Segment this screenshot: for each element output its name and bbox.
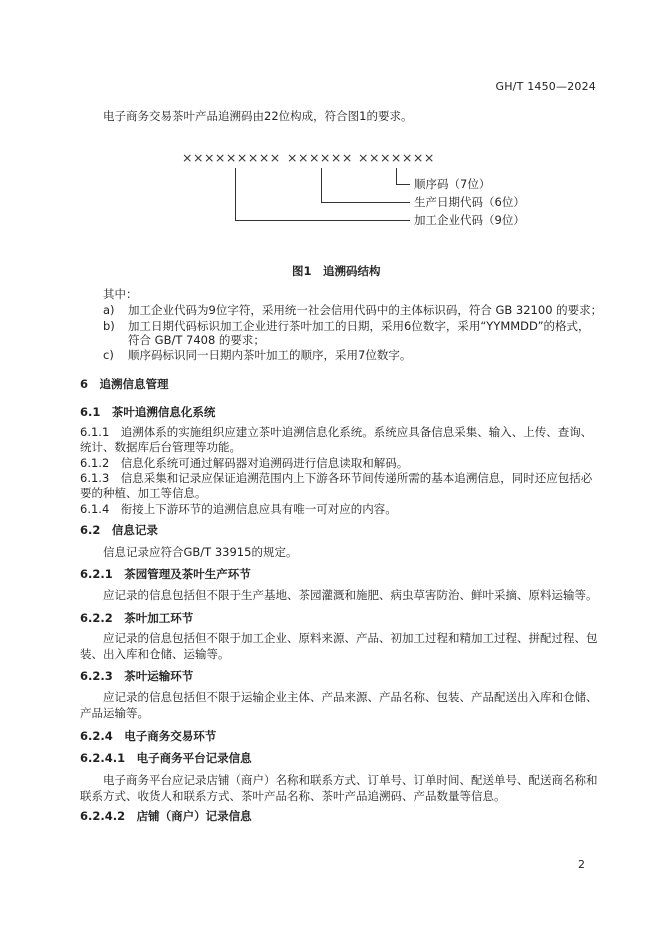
notes-lead: 其中： [103,287,138,301]
clause-6-1-2: 6.1.2 信息化系统可通过解码器对追溯码进行信息读取和解码。 [80,456,409,470]
section-6-2-heading: 6.2 信息记录 [80,523,158,537]
bracket-line [321,168,322,202]
note-mark: a) [103,303,115,317]
bracket-line [235,220,410,221]
label-date-code: 生产日期代码（6位） [414,195,525,209]
bracket-line [235,168,236,220]
code-group-enterprise: ××××××××× [182,150,281,165]
standard-number: GH/T 1450—2024 [495,80,596,93]
section-6-2-1-heading: 6.2.1 茶园管理及茶叶生产环节 [80,567,251,581]
section-6-2-3-heading: 6.2.3 茶叶运输环节 [80,669,194,683]
section-6-heading: 6 追溯信息管理 [80,377,169,391]
note-text: 符合 GB/T 7408 的要求； [128,333,265,347]
note-mark: c) [103,348,114,362]
clause-6-1-4: 6.1.4 衔接上下游环节的追溯信息应具有唯一可对应的内容。 [80,502,397,516]
intro-paragraph: 电子商务交易茶叶产品追溯码由22位构成，符合图1的要求。 [103,109,413,123]
clause-6-1-1-cont: 统计、数据库后台管理等功能。 [80,440,241,454]
clause-6-1-3: 6.1.3 信息采集和记录应保证追溯范围内上下游各环节间传递所需的基本追溯信息，同时还应包括必 [80,471,593,485]
section-6-2-3-text-cont: 产品运输等。 [80,706,149,720]
note-mark: b) [103,319,115,333]
section-6-2-4-2-heading: 6.2.4.2 店铺（商户）记录信息 [80,809,252,823]
label-sequence-code: 顺序码（7位） [414,177,491,191]
section-6-2-2-heading: 6.2.2 茶叶加工环节 [80,611,194,625]
clause-6-1-1: 6.1.1 追溯体系的实施组织应建立茶叶追溯信息化系统。系统应具备信息采集、输入、上传、查询、 [80,425,593,439]
note-text: 顺序码标识同一日期内茶叶加工的顺序，采用7位数字。 [128,348,412,362]
note-text: 加工日期代码标识加工企业进行茶叶加工的日期，采用6位数字，采用“YYMMDD”的格式， [128,319,590,333]
section-6-1-heading: 6.1 茶叶追溯信息化系统 [80,405,216,419]
clause-6-1-3-cont: 要的种植、加工等信息。 [80,486,207,500]
code-group-sequence: ××××××× [358,150,435,165]
figure-caption: 图1 追溯码结构 [292,264,381,278]
code-group-date: ×××××× [287,150,353,165]
page-number: 2 [578,858,585,871]
section-6-2-text: 信息记录应符合GB/T 33915的规定。 [103,545,298,559]
bracket-line [321,202,410,203]
note-text: 加工企业代码为9位字符，采用统一社会信用代码中的主体标识码，符合 GB 32100 的要求； [128,303,603,317]
label-enterprise-code: 加工企业代码（9位） [414,213,525,227]
section-6-2-3-text: 应记录的信息包括但不限于运输企业主体、产品来源、产品名称、包装、产品配送出入库和仓储、 [103,690,598,704]
bracket-line [396,168,397,184]
section-6-2-2-text: 应记录的信息包括但不限于加工企业、原料来源、产品、初加工过程和精加工过程、拼配过程、包 [103,631,598,645]
bracket-line [396,184,410,185]
section-6-2-4-1-heading: 6.2.4.1 电子商务平台记录信息 [80,751,252,765]
section-6-2-4-heading: 6.2.4 电子商务交易环节 [80,729,217,743]
section-6-2-1-text: 应记录的信息包括但不限于生产基地、茶园灌溉和施肥、病虫草害防治、鲜叶采摘、原料运输等。 [103,588,598,602]
section-6-2-4-1-text-cont: 联系方式、收货人和联系方式、茶叶产品名称、茶叶产品追溯码、产品数量等信息。 [80,789,506,803]
section-6-2-4-1-text: 电子商务平台应记录店铺（商户）名称和联系方式、订单号、订单时间、配送单号、配送商名称和 [103,773,598,787]
section-6-2-2-text-cont: 装、出入库和仓储、运输等。 [80,647,230,661]
